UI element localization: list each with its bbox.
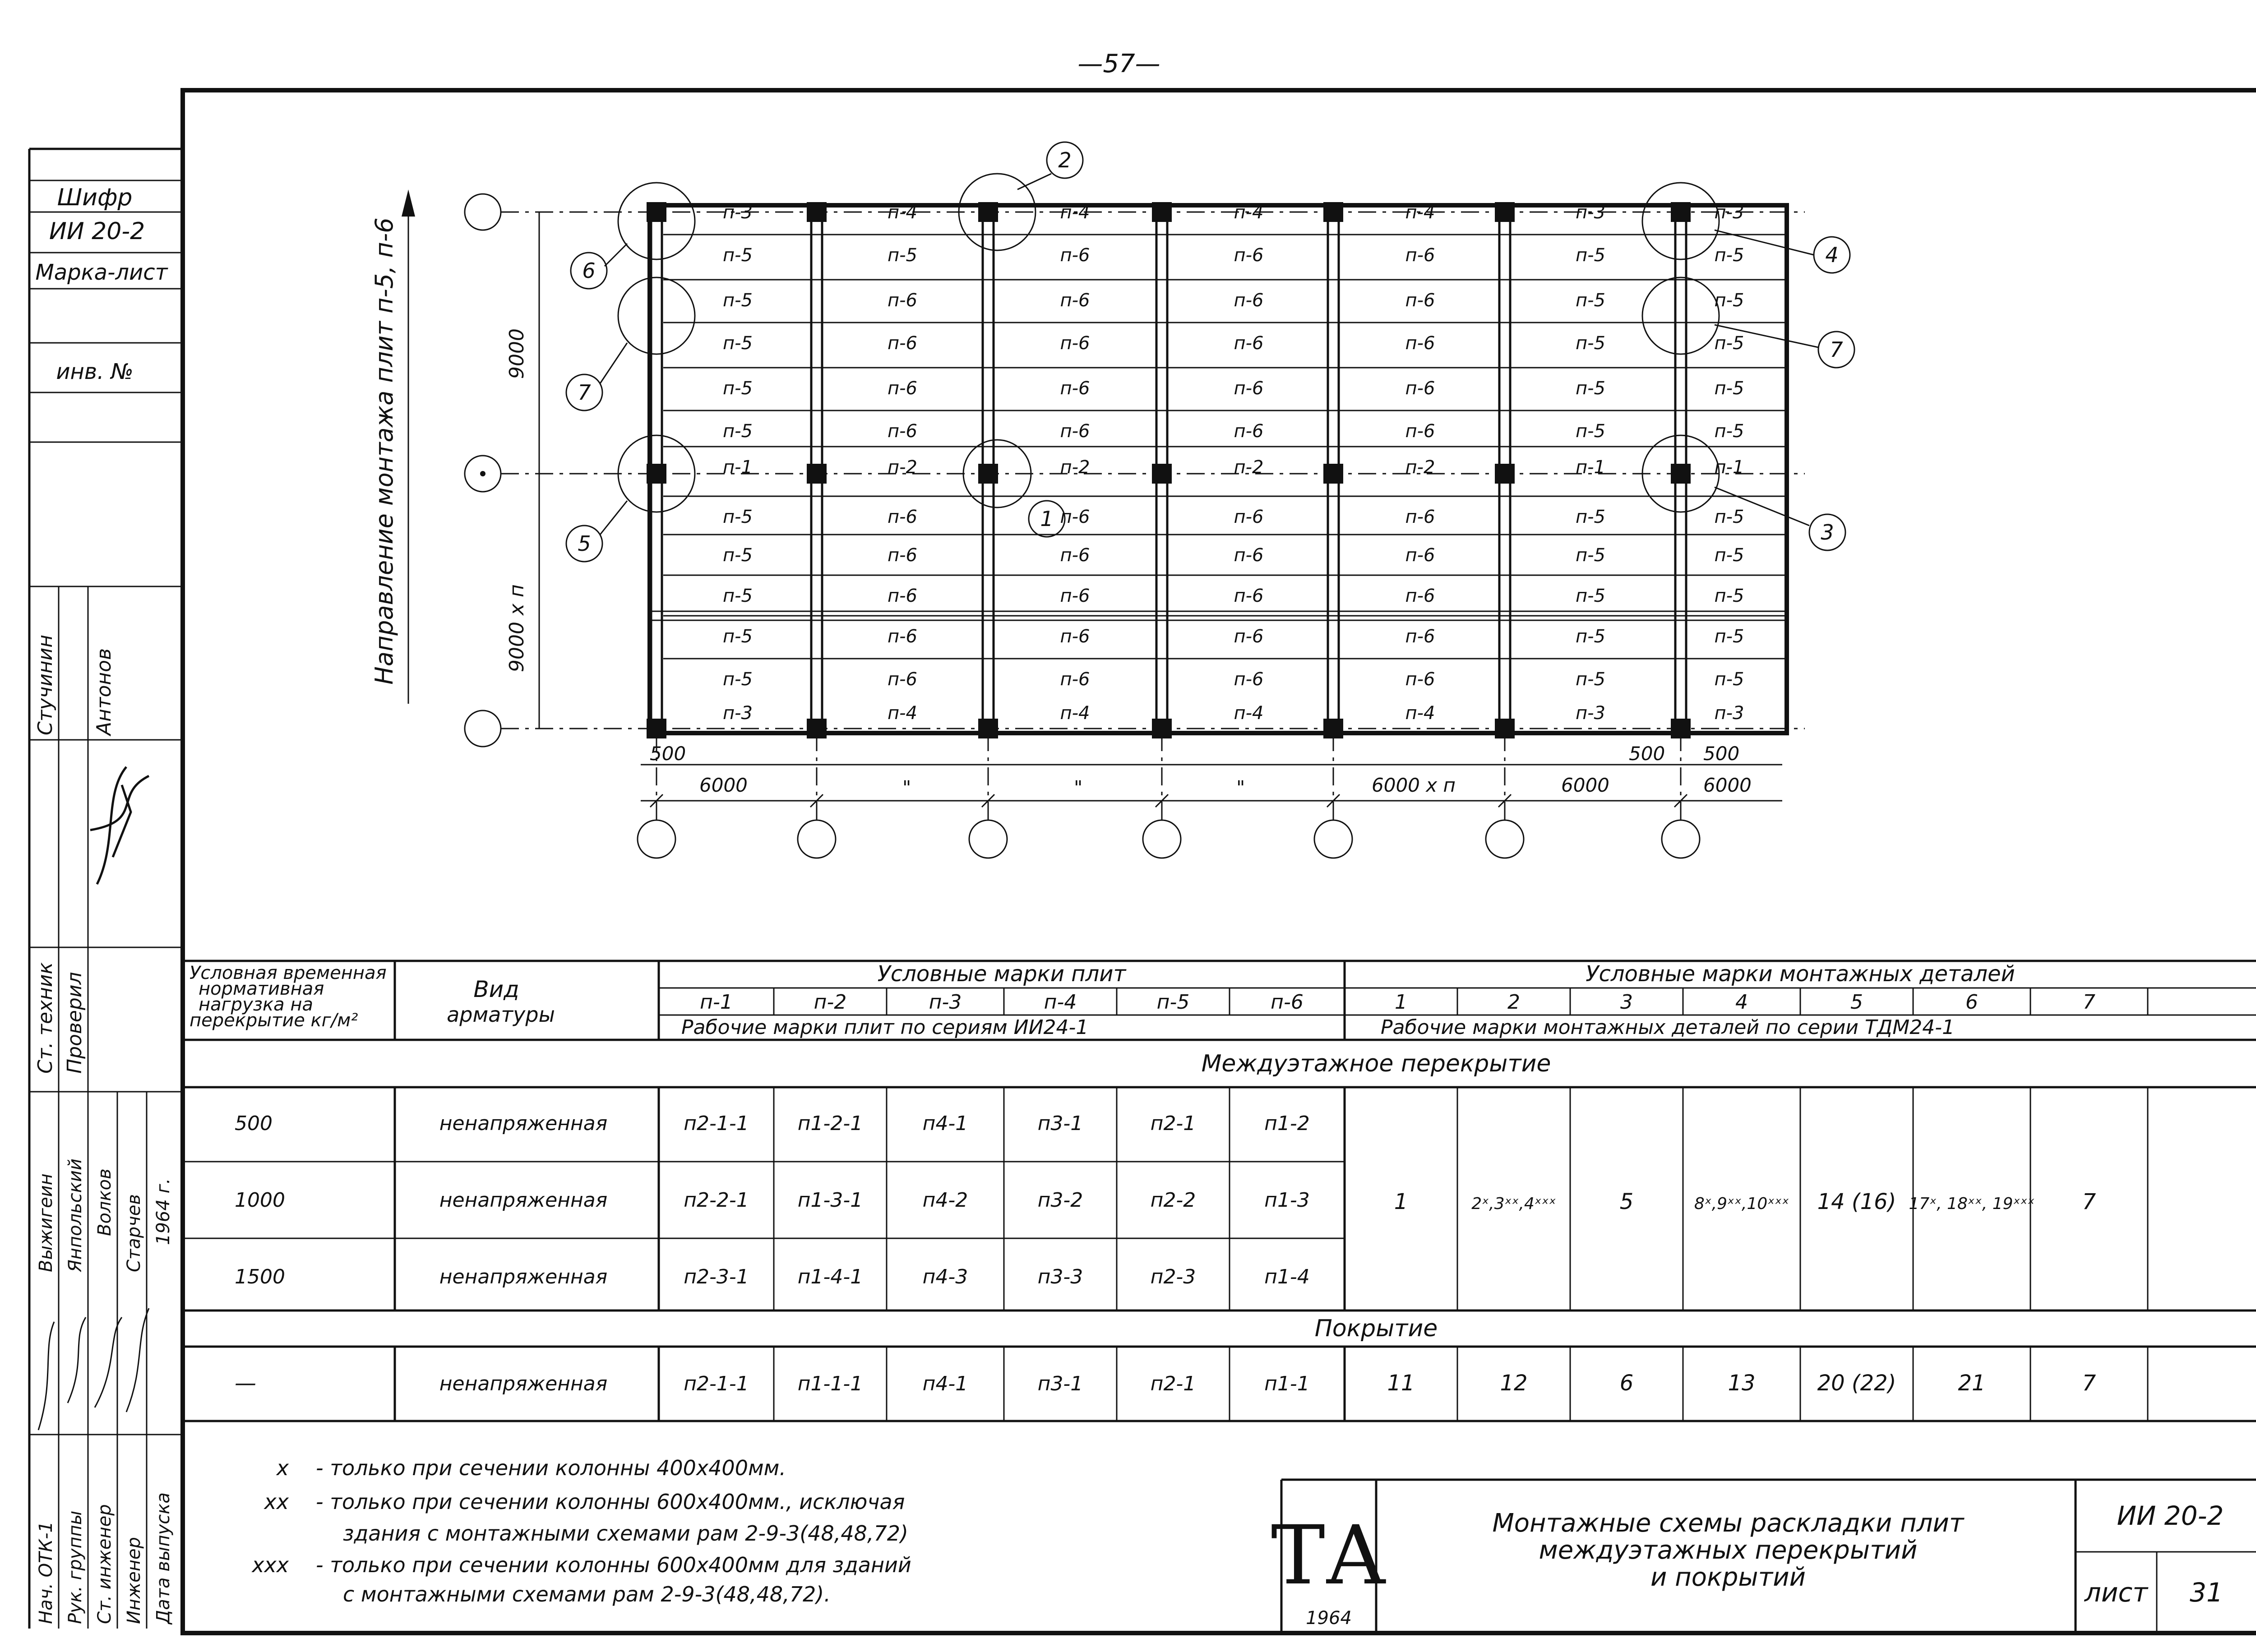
- roof-slab-mark: п4-1: [922, 1372, 968, 1395]
- stamp-year: 1964 г.: [153, 1178, 174, 1245]
- slab-label: п-6: [1234, 545, 1264, 566]
- roof-detail-mark: 12: [1500, 1371, 1528, 1396]
- note-text: - только при сечении колонны 400x400мм.: [316, 1456, 786, 1480]
- mark-sheet-label: Марка-лист: [35, 260, 168, 285]
- slab-label: п-2: [1234, 457, 1264, 478]
- title-line-2: междуэтажных перекрытий: [1539, 1536, 1918, 1565]
- cipher-value: ИИ 20-2: [49, 218, 145, 245]
- slab-label: п-6: [1234, 669, 1264, 690]
- stamp-name-yanpolsky: Янпольский: [65, 1158, 86, 1272]
- column-node: [978, 464, 998, 484]
- column-node: [647, 202, 666, 222]
- slab-label: п-5: [1714, 626, 1744, 647]
- roof-slab-mark: п1-1: [1264, 1372, 1310, 1395]
- row-load: 1500: [235, 1265, 285, 1288]
- row-slab-mark: п1-4-1: [797, 1265, 863, 1288]
- slab-label: п-5: [1714, 378, 1744, 399]
- section-floor: Междуэтажное перекрытие: [1201, 1050, 1551, 1077]
- note-text: - только при сечении колонны 600x400мм., исключая: [316, 1490, 905, 1514]
- slab-label: п-4: [887, 202, 918, 223]
- row-reinforcement: ненапряженная: [439, 1189, 608, 1212]
- slab-label: п-4: [1405, 703, 1435, 724]
- roof-detail-mark: 7: [2082, 1371, 2096, 1396]
- column-node: [1323, 202, 1343, 222]
- row-slab-mark: п4-1: [922, 1112, 968, 1135]
- slab-label: п-3: [1575, 703, 1606, 724]
- slab-label: п-5: [722, 421, 753, 442]
- slab-label: п-6: [887, 507, 918, 527]
- stamp-checked: Проверил: [63, 972, 86, 1074]
- slab-mark-header: п-5: [1156, 991, 1190, 1014]
- row-slab-mark: п1-3-1: [797, 1189, 863, 1212]
- slab-label: п-6: [1234, 333, 1264, 354]
- stamp-role-otk: Нач. ОТК-1: [36, 1521, 56, 1624]
- stamp-role-group-lead: Рук. группы: [65, 1510, 86, 1624]
- slab-label: п-5: [1575, 545, 1606, 566]
- floor-detail-mark: 14 (16): [1817, 1189, 1896, 1214]
- dim-9000n: 9000 x п: [505, 584, 528, 672]
- slab-label: п-6: [887, 545, 918, 566]
- sheet-number: 31: [2190, 1577, 2223, 1608]
- slab-label: п-4: [1234, 202, 1264, 223]
- header-reinforcement-2: арматуры: [447, 1002, 555, 1027]
- slab-label: п-4: [1405, 202, 1435, 223]
- roof-slab-mark: п2-1: [1150, 1372, 1196, 1395]
- column-node: [1152, 464, 1172, 484]
- slab-label: п-5: [1575, 290, 1606, 311]
- svg-text:2: 2: [1058, 148, 1072, 172]
- row-slab-mark: п2-1-1: [684, 1112, 749, 1135]
- direction-label: Направление монтажа плит п-5, п-6: [370, 217, 398, 685]
- dim-500-right-b: 500: [1703, 743, 1740, 765]
- slab-label: п-5: [1714, 545, 1744, 566]
- row-slab-mark: п1-3: [1264, 1189, 1310, 1212]
- slab-label: п-5: [722, 333, 753, 354]
- note-text: - только при сечении колонны 600x400мм для зданий: [316, 1553, 911, 1577]
- slab-label: п-3: [1575, 202, 1606, 223]
- slab-label: п-6: [1405, 626, 1435, 647]
- column-node: [807, 464, 827, 484]
- slab-label: п-5: [1714, 333, 1744, 354]
- svg-text:4: 4: [1825, 243, 1839, 267]
- dim-9000: 9000: [505, 328, 528, 379]
- slab-label: п-6: [1234, 290, 1264, 311]
- slab-label: п-6: [1234, 421, 1264, 442]
- dim-6000n: 6000 x п: [1372, 774, 1456, 796]
- column-node: [1495, 202, 1515, 222]
- stamp-name-antonov: Антонов: [92, 648, 116, 735]
- svg-text:1: 1: [1040, 507, 1054, 531]
- slab-label: п-6: [1234, 378, 1264, 399]
- slab-label: п-6: [1060, 586, 1090, 606]
- slab-label: п-6: [1234, 626, 1264, 647]
- floor-detail-mark: 17ˣ, 18ˣˣ, 19ˣˣˣ: [1909, 1195, 2035, 1213]
- slab-label: п-4: [1060, 703, 1090, 724]
- dim-500-left: 500: [650, 743, 686, 765]
- drawing-code: ИИ 20-2: [2117, 1500, 2224, 1531]
- column-node: [1671, 202, 1691, 222]
- roof-reinforcement: ненапряженная: [439, 1372, 608, 1395]
- inventory-number-label: инв. №: [56, 359, 134, 384]
- slab-label: п-6: [887, 626, 918, 647]
- svg-text:7: 7: [1830, 337, 1843, 362]
- slab-label: п-6: [1060, 626, 1090, 647]
- row-slab-mark: п2-3: [1150, 1265, 1196, 1288]
- svg-text:7: 7: [578, 380, 591, 405]
- slab-label: п-1: [1575, 457, 1606, 478]
- title-line-1: Монтажные схемы раскладки плит: [1492, 1509, 1964, 1538]
- slab-label: п-6: [1405, 245, 1435, 266]
- slab-label: п-6: [1405, 290, 1435, 311]
- roof-detail-mark: 6: [1619, 1371, 1634, 1396]
- slab-label: п-5: [1714, 421, 1744, 442]
- cipher-label: Шифр: [57, 184, 133, 211]
- slab-label: п-5: [1575, 421, 1606, 442]
- svg-text:3: 3: [1821, 520, 1834, 545]
- roof-detail-mark: 13: [1728, 1371, 1756, 1396]
- note-text: с монтажными схемами рам 2-9-3(48,48,72).: [343, 1582, 831, 1606]
- slab-label: п-5: [722, 290, 753, 311]
- roof-slab-mark: п1-1-1: [797, 1372, 863, 1395]
- row-load: 500: [235, 1112, 273, 1135]
- section-roof: Покрытие: [1314, 1315, 1438, 1342]
- slab-label: п-6: [1060, 545, 1090, 566]
- title-line-3: и покрытий: [1650, 1563, 1806, 1592]
- slab-label: п-5: [1575, 669, 1606, 690]
- row-reinforcement: ненапряженная: [439, 1265, 608, 1288]
- floor-detail-mark: 8ˣ,9ˣˣ,10ˣˣˣ: [1694, 1195, 1789, 1213]
- slab-label: п-6: [1060, 245, 1090, 266]
- roof-detail-mark: 21: [1958, 1371, 1986, 1396]
- slab-label: п-5: [1575, 586, 1606, 606]
- slab-label: п-6: [1405, 545, 1435, 566]
- row-load: 1000: [235, 1189, 285, 1212]
- slab-label: п-4: [1060, 202, 1090, 223]
- floor-detail-mark: 7: [2082, 1189, 2096, 1214]
- slab-label: п-2: [1060, 457, 1090, 478]
- slab-label: п-5: [1575, 245, 1606, 266]
- header-slab-marks: Условные марки плит: [877, 961, 1126, 987]
- row-slab-mark: п3-2: [1037, 1189, 1083, 1212]
- stamp-role-issue-date: Дата выпуска: [153, 1492, 174, 1624]
- slab-label: п-3: [1714, 703, 1744, 724]
- slab-label: п-1: [1714, 457, 1744, 478]
- slab-label: п-6: [1405, 669, 1435, 690]
- svg-text:5: 5: [578, 531, 591, 556]
- detail-mark-header: 1: [1395, 991, 1407, 1014]
- roof-slab-mark: п2-1-1: [684, 1372, 749, 1395]
- note-text: здания с монтажными схемами рам 2-9-3(48,48,72): [343, 1521, 908, 1546]
- slab-mark-header: п-3: [929, 991, 962, 1014]
- slab-label: п-6: [1234, 245, 1264, 266]
- slab-label: п-5: [1575, 626, 1606, 647]
- detail-mark-header: 2: [1507, 991, 1520, 1014]
- row-slab-mark: п3-3: [1037, 1265, 1083, 1288]
- slab-label: п-5: [1714, 245, 1744, 266]
- slab-label: п-5: [1575, 507, 1606, 527]
- slab-mark-header: п-6: [1271, 991, 1304, 1014]
- row-slab-mark: п4-2: [922, 1189, 968, 1212]
- column-node: [1152, 202, 1172, 222]
- stamp-role-engineer: Инженер: [124, 1537, 144, 1624]
- stamp-name-vyzhigein: Выжигеин: [36, 1173, 56, 1272]
- slab-mark-header: п-2: [814, 991, 847, 1014]
- slab-label: п-5: [1714, 290, 1744, 311]
- slab-label: п-6: [1234, 586, 1264, 606]
- slab-label: п-6: [887, 290, 918, 311]
- column-node: [807, 202, 827, 222]
- stamp-name-volkov: Волков: [94, 1168, 115, 1236]
- slab-label: п-6: [1060, 507, 1090, 527]
- roof-slab-mark: п3-1: [1037, 1372, 1083, 1395]
- column-node: [1495, 464, 1515, 484]
- detail-mark-header: 6: [1965, 991, 1978, 1014]
- stamp-role-senior-engineer: Ст. инженер: [94, 1504, 115, 1624]
- roof-detail-mark: 20 (22): [1817, 1371, 1896, 1396]
- sheet-label: лист: [2084, 1577, 2148, 1608]
- logo-year: 1964: [1306, 1608, 1352, 1629]
- slab-label: п-6: [1060, 290, 1090, 311]
- floor-detail-mark: 2ˣ,3ˣˣ,4ˣˣˣ: [1471, 1195, 1556, 1213]
- slab-label: п-6: [1060, 333, 1090, 354]
- roof-load: —: [235, 1371, 256, 1396]
- detail-mark-header: 3: [1620, 991, 1633, 1014]
- slab-label: п-5: [722, 507, 753, 527]
- slab-label: п-2: [1405, 457, 1435, 478]
- slab-label: п-5: [722, 378, 753, 399]
- column-node: [647, 464, 666, 484]
- row-reinforcement: ненапряженная: [439, 1112, 608, 1135]
- slab-label: п-6: [1405, 333, 1435, 354]
- slab-label: п-6: [1060, 669, 1090, 690]
- slab-label: п-4: [887, 703, 918, 724]
- column-node: [1323, 464, 1343, 484]
- slab-label: п-5: [1575, 378, 1606, 399]
- slab-label: п-6: [1405, 586, 1435, 606]
- slab-label: п-3: [1714, 202, 1744, 223]
- note-mark: x: [276, 1456, 289, 1480]
- slab-label: п-5: [1714, 586, 1744, 606]
- dim-6000-c: 6000: [1703, 774, 1752, 796]
- slab-label: п-6: [1405, 378, 1435, 399]
- row-slab-mark: п1-4: [1264, 1265, 1310, 1288]
- svg-text:6: 6: [582, 258, 596, 283]
- dim-ditto: ": [1074, 776, 1083, 798]
- floor-detail-mark: 5: [1619, 1189, 1634, 1214]
- header-load: Условная временная нормативная нагрузка на перекрытие кг/м²: [190, 963, 387, 1031]
- stamp-technician: Ст. техник: [34, 962, 57, 1074]
- slab-label: п-6: [1234, 507, 1264, 527]
- slab-mark-header: п-1: [700, 991, 733, 1014]
- detail-mark-header: 4: [1735, 991, 1748, 1014]
- slab-label: п-5: [722, 586, 753, 606]
- slab-label: п-3: [722, 202, 753, 223]
- slab-label: п-5: [1575, 333, 1606, 354]
- floor-detail-mark: 1: [1394, 1189, 1408, 1214]
- dim-ditto: ": [902, 776, 911, 798]
- header-reinforcement: Вид: [473, 976, 519, 1002]
- slab-label: п-5: [722, 669, 753, 690]
- note-mark: xxx: [252, 1553, 289, 1577]
- column-node: [1671, 464, 1691, 484]
- note-mark: xx: [264, 1490, 289, 1514]
- slab-label: п-6: [887, 378, 918, 399]
- slab-label: п-6: [887, 586, 918, 606]
- logo-letters: ТА: [1271, 1509, 1387, 1603]
- slab-label: п-6: [887, 421, 918, 442]
- slab-label: п-2: [887, 457, 918, 478]
- slab-label: п-5: [1714, 507, 1744, 527]
- detail-mark-header: 5: [1850, 991, 1863, 1014]
- detail-mark-header: 7: [2083, 991, 2095, 1014]
- row-slab-mark: п1-2-1: [797, 1112, 863, 1135]
- slab-label: п-3: [722, 703, 753, 724]
- slab-mark-header: п-4: [1044, 991, 1077, 1014]
- slab-series: Рабочие марки плит по сериям ИИ24-1: [681, 1016, 1089, 1039]
- row-slab-mark: п2-1: [1150, 1112, 1196, 1135]
- row-slab-mark: п2-2-1: [684, 1189, 749, 1212]
- row-slab-mark: п2-3-1: [684, 1265, 749, 1288]
- dim-500-right-a: 500: [1629, 743, 1665, 765]
- slab-label: п-1: [722, 457, 753, 478]
- slab-label: п-5: [722, 245, 753, 266]
- slab-label: п-6: [887, 669, 918, 690]
- row-slab-mark: п2-2: [1150, 1189, 1196, 1212]
- detail-series: Рабочие марки монтажных деталей по серии ТДМ24-1: [1381, 1016, 1955, 1039]
- row-slab-mark: п4-3: [922, 1265, 968, 1288]
- dim-ditto: ": [1236, 776, 1245, 798]
- dim-6000-b: 6000: [1561, 774, 1609, 796]
- page-number: —57—: [1077, 49, 1160, 78]
- column-node: [978, 202, 998, 222]
- slab-label: п-6: [887, 333, 918, 354]
- slab-label: п-5: [887, 245, 918, 266]
- stamp-name-stuchinin: Стучинин: [34, 634, 57, 735]
- slab-label: п-6: [1060, 421, 1090, 442]
- slab-label: п-5: [1714, 669, 1744, 690]
- stamp-name-starchev: Старчев: [124, 1194, 144, 1272]
- slab-label: п-6: [1060, 378, 1090, 399]
- slab-label: п-5: [722, 626, 753, 647]
- dim-6000-a: 6000: [699, 774, 748, 796]
- row-slab-mark: п3-1: [1037, 1112, 1083, 1135]
- slab-label: п-5: [722, 545, 753, 566]
- slab-label: п-6: [1405, 421, 1435, 442]
- row-slab-mark: п1-2: [1264, 1112, 1310, 1135]
- roof-detail-mark: 11: [1387, 1371, 1415, 1396]
- header-detail-marks: Условные марки монтажных деталей: [1586, 961, 2015, 987]
- slab-label: п-4: [1234, 703, 1264, 724]
- slab-label: п-6: [1405, 507, 1435, 527]
